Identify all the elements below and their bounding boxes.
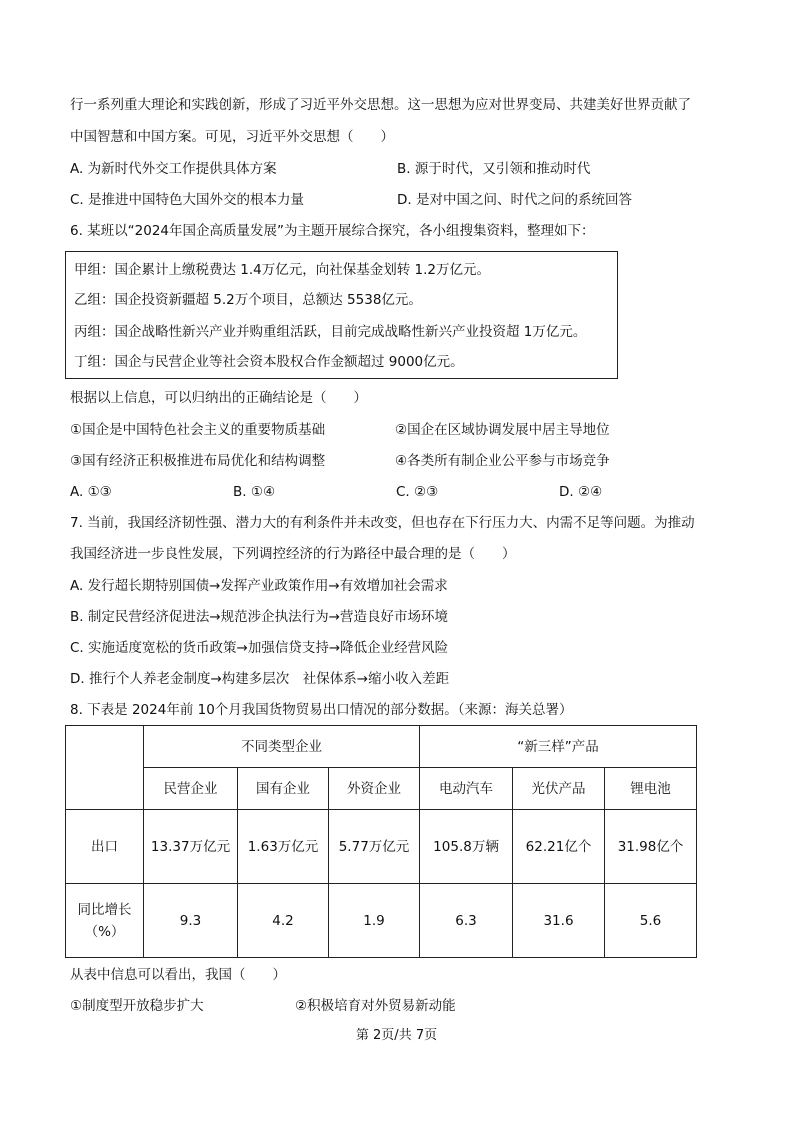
intro-line-1: 行一系列重大理论和实践创新，形成了习近平外交思想。这一思想为应对世界变局、共建美好世界贡献了 <box>70 97 691 113</box>
q6-prompt: 根据以上信息，可以归纳出的正确结论是（ ） <box>70 390 367 406</box>
q8-prompt: 从表中信息可以看出，我国（ ） <box>70 967 286 983</box>
q5-option-d[interactable]: D. 是对中国之问、时代之问的系统回答 <box>397 192 632 208</box>
q8-stem: 8. 下表是 2024年前 10个月我国货物贸易出口情况的部分数据。（来源：海关总署） <box>70 702 573 718</box>
export-electric-vehicles: 105.8万辆 <box>420 810 513 884</box>
col-private: 民营企业 <box>144 768 238 810</box>
q8-statement-1: ①制度型开放稳步扩大 <box>70 998 204 1014</box>
q7-option-c[interactable]: C. 实施适度宽松的货币政策→加强信贷支持→降低企业经营风险 <box>70 640 449 656</box>
q7-option-d[interactable]: D. 推行个人养老金制度→构建多层次 社保体系→缩小收入差距 <box>70 671 450 687</box>
q8-statement-2: ②积极培育对外贸易新动能 <box>295 998 456 1014</box>
header-enterprise-types: 不同类型企业 <box>144 726 420 768</box>
q7-option-a[interactable]: A. 发行超长期特别国债→发挥产业政策作用→有效增加社会需求 <box>70 578 448 594</box>
col-foreign: 外资企业 <box>329 768 420 810</box>
group-bing: 丙组：国企战略性新兴产业并购重组活跃，目前完成战略性新兴产业投资超 1万亿元。 <box>74 324 587 340</box>
export-state-owned: 1.63万亿元 <box>238 810 329 884</box>
q5-option-b[interactable]: B. 源于时代，又引领和推动时代 <box>397 161 591 177</box>
page-footer: 第 2页/共 7页 <box>355 1028 438 1043</box>
col-photovoltaic: 光伏产品 <box>513 768 605 810</box>
growth-lithium-battery: 5.6 <box>605 884 697 958</box>
row-label-export: 出口 <box>66 810 144 884</box>
col-state-owned: 国有企业 <box>238 768 329 810</box>
q6-statement-1: ①国企是中国特色社会主义的重要物质基础 <box>70 422 326 438</box>
group-yi: 乙组：国企投资新疆超 5.2万个项目，总额达 5538亿元。 <box>74 292 422 308</box>
table-corner-cell <box>66 726 144 810</box>
group-jia: 甲组：国企累计上缴税费达 1.4万亿元，向社保基金划转 1.2万亿元。 <box>74 262 491 278</box>
q6-option-a[interactable]: A. ①③ <box>70 484 112 500</box>
q6-materials-box <box>65 251 618 379</box>
export-foreign: 5.77万亿元 <box>329 810 420 884</box>
export-private: 13.37万亿元 <box>144 810 238 884</box>
col-lithium-battery: 锂电池 <box>605 768 697 810</box>
col-electric-vehicles: 电动汽车 <box>420 768 513 810</box>
growth-state-owned: 4.2 <box>238 884 329 958</box>
q6-option-c[interactable]: C. ②③ <box>396 484 439 500</box>
q6-statement-4: ④各类所有制企业公平参与市场竞争 <box>395 453 610 469</box>
q7-stem-line-1: 7. 当前，我国经济韧性强、潜力大的有利条件并未改变，但也存在下行压力大、内需不足等问题。为推动 <box>70 515 695 531</box>
q6-stem: 6. 某班以“2024年国企高质量发展”为主题开展综合探究，各小组搜集资料，整理如下： <box>70 223 595 239</box>
q7-stem-line-2: 我国经济进一步良性发展，下列调控经济的行为路径中最合理的是（ ） <box>70 546 516 562</box>
group-ding: 丁组：国企与民营企业等社会资本股权合作金额超过 9000亿元。 <box>74 354 464 370</box>
q5-option-c[interactable]: C. 是推进中国特色大国外交的根本力量 <box>70 192 305 208</box>
q5-option-a[interactable]: A. 为新时代外交工作提供具体方案 <box>70 161 277 177</box>
intro-line-2: 中国智慧和中国方案。可见，习近平外交思想（ ） <box>70 129 394 145</box>
export-lithium-battery: 31.98亿个 <box>605 810 697 884</box>
q6-option-d[interactable]: D. ②④ <box>559 484 603 500</box>
q7-option-b[interactable]: B. 制定民营经济促进法→规范涉企执法行为→营造良好市场环境 <box>70 609 448 625</box>
q6-statement-2: ②国企在区域协调发展中居主导地位 <box>395 422 610 438</box>
growth-foreign: 1.9 <box>329 884 420 958</box>
growth-private: 9.3 <box>144 884 238 958</box>
q6-option-b[interactable]: B. ①④ <box>233 484 276 500</box>
row-label-growth: 同比增长（%） <box>66 884 144 958</box>
header-new-three-products: “新三样”产品 <box>420 726 697 768</box>
export-photovoltaic: 62.21亿个 <box>513 810 605 884</box>
growth-photovoltaic: 31.6 <box>513 884 605 958</box>
q6-statement-3: ③国有经济正积极推进布局优化和结构调整 <box>70 453 326 469</box>
growth-electric-vehicles: 6.3 <box>420 884 513 958</box>
export-data-table <box>65 725 697 958</box>
